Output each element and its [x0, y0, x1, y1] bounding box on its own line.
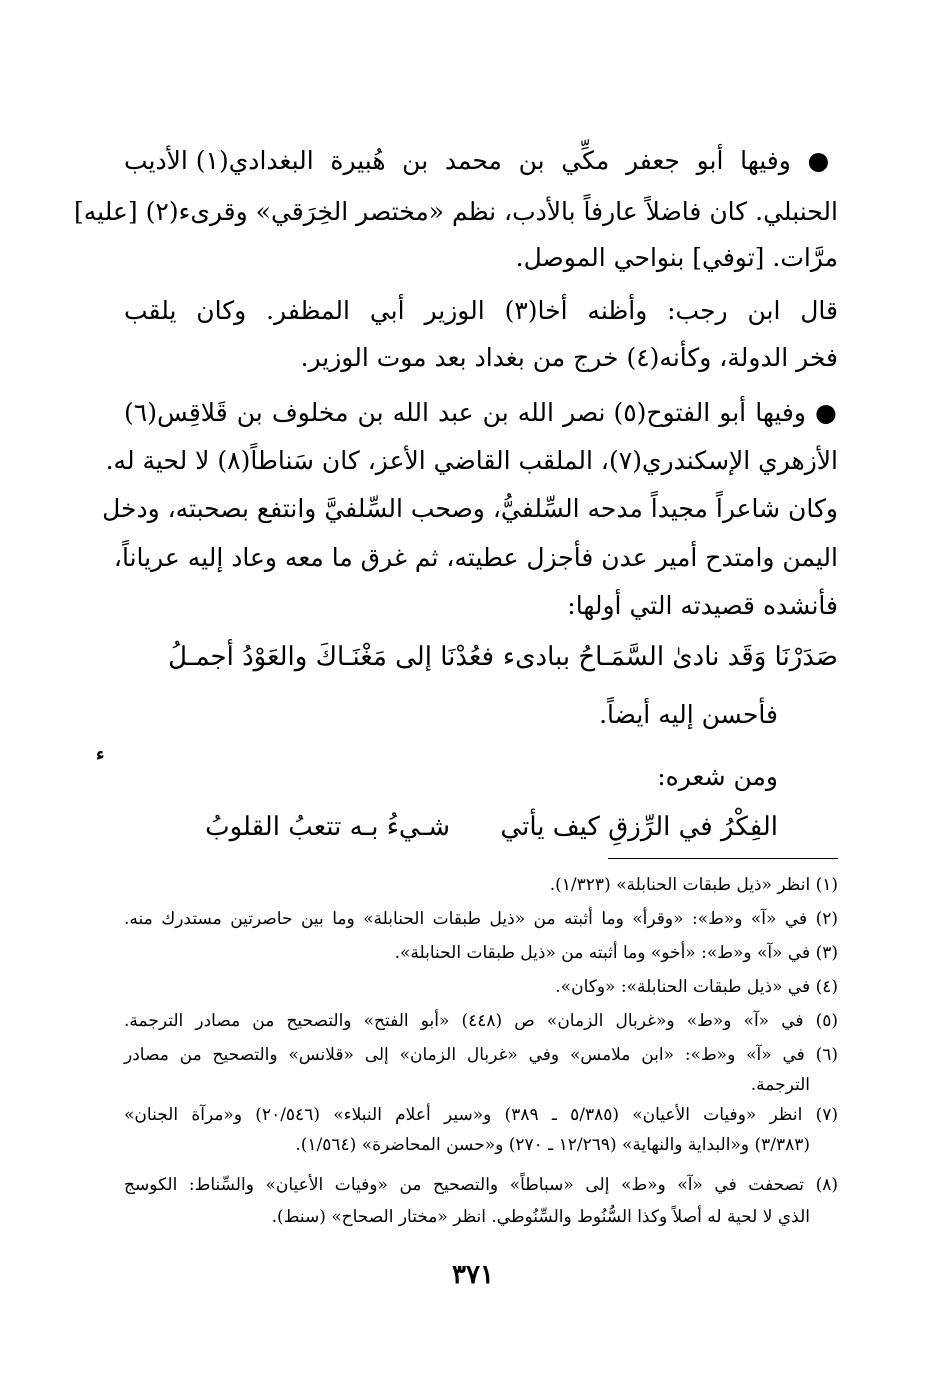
footnote-5: (٥) في «آ» و«ط» و«غربال الزمان» ص (٤٤٨) «أبو الفتح» والتصحيح من مصادر الترجمة.: [124, 1011, 839, 1031]
footnote-4: (٤) في «ذيل طبقات الحنابلة»: «وكان».: [555, 977, 838, 997]
footnote-separator: [608, 858, 838, 859]
footnote-8: (٨) تصحفت في «آ» و«ط» إلى «سباطاً» والتصحيح من «وفيات الأعيان» والسِّناط: الكوسج: [124, 1175, 838, 1195]
footnote-6-continuation: الترجمة.: [750, 1075, 810, 1095]
footnote-2: (٢) في «آ» و«ط»: «وقرأ» وما أثبته من «ذيل طبقات الحنابلة» وما بين حاصرتين مستدرك منه.: [124, 909, 838, 929]
footnote-7-continuation: (٣/٣٨٣) و«البداية والنهاية» (١٢/٢٦٩ ـ ٢٧٠) و«حسن المحاضرة» (١/٥٦٤).: [295, 1135, 810, 1155]
body-line-9: اليمن وامتدح أمير عدن فأجزل عطيته، ثم غرق ما معه وعاد إليه عرياناً،: [113, 543, 838, 572]
footnote-8-continuation: الذي لا لحية له أصلاً وكذا السُّنُوط والسِّنُوطي. انظر «مختار الصحاح» (سنط).: [271, 1207, 810, 1227]
footnote-7: (٧) انظر «وفيات الأعيان» (٥/٣٨٥ ـ ٣٨٩) و«سير أعلام النبلاء» (٢٠/٥٤٦) و«مرآة الجنان»: [124, 1105, 838, 1125]
footnote-1: (١) انظر «ذيل طبقات الحنابلة» (١/٣٢٣).: [549, 875, 838, 895]
body-line-3: مرَّات. [توفي] بنواحي الموصل.: [515, 243, 838, 272]
body-line-7: الأزهري الإسكندري(٧)، الملقب القاضي الأعز، كان سَناطاً(٨) لا لحية له.: [105, 446, 838, 475]
body-line-5: فخر الدولة، وكأنه(٤) خرج من بغداد بعد موت الوزير.: [300, 343, 838, 372]
verse-1-first-hemistich: صَدَرْنَا وَقَد نادىٰ السَّمَـاحُ ببادىء: [502, 642, 838, 672]
footnote-3: (٣) في «آ» و«ط»: «أخو» وما أثبته من «ذيل طبقات الحنابلة».: [394, 943, 838, 963]
page-number: ٣٧١: [452, 1260, 494, 1290]
verse-2-second-hemistich: شـيءُ بـه تتعبُ القلوبُ: [205, 812, 450, 842]
body-line-8: وكان شاعراً مجيداً مدحه السِّلفيُّ، وصحب السِّلفيَّ وانتفع بصحبته، ودخل: [102, 494, 838, 523]
verse-1-second-hemistich: فعُدْنَا إلى مَغْنَـاكَ والعَوْدُ أجمـلُ: [168, 642, 494, 672]
verse-2-first-hemistich: الفِكْرُ في الرِّزقِ كيف يأتي: [500, 812, 778, 842]
footnote-6: (٦) في «آ» و«ط»: «ابن ملامس» وفي «غربال الزمان» إلى «قلانس» والتصحيح من مصادر: [124, 1045, 838, 1065]
after-verse-line: فأحسن إليه أيضاً.: [599, 700, 778, 729]
poetry-intro: ومن شعره:: [657, 762, 778, 791]
body-line-1: ● وفيها أبو جعفر مكِّي بن محمد بن هُبيرة البغدادي(١) الأديب: [124, 146, 838, 175]
margin-mark: ء: [96, 744, 105, 765]
body-line-10: فأنشده قصيدته التي أولها:: [567, 591, 838, 620]
body-line-2: الحنبلي. كان فاضلاً عارفاً بالأدب، نظم «مختصر الخِرَقي» وقرىء(٢) [عليه]: [74, 197, 838, 226]
body-line-4: قال ابن رجب: وأظنه أخا(٣) الوزير أبي المظفر. وكان يلقب: [124, 296, 839, 325]
body-line-6: ● وفيها أبو الفتوح(٥) نصر الله بن عبد الله بن مخلوف بن قَلاقِس(٦): [124, 398, 838, 427]
